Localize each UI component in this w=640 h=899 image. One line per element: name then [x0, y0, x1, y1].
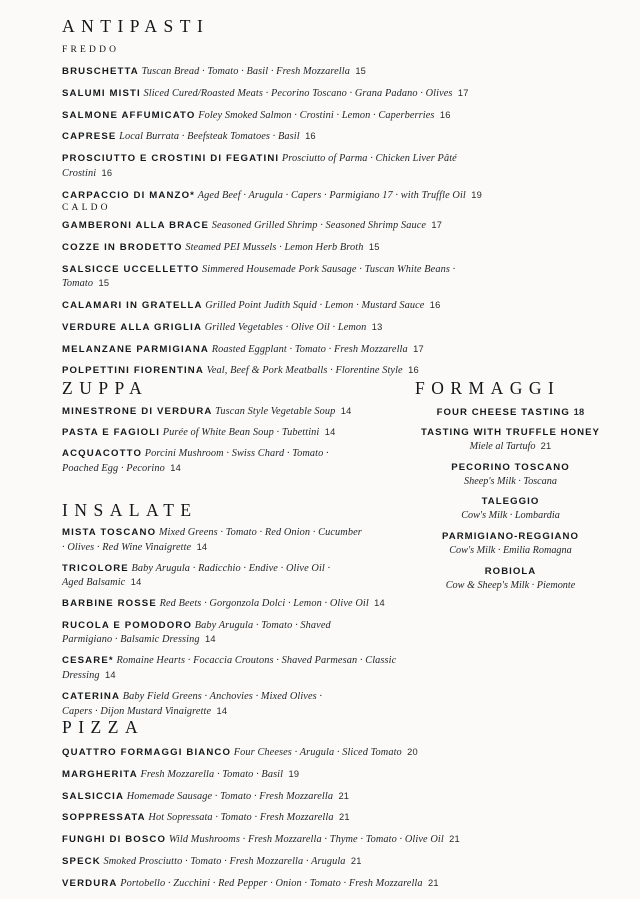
cheese-item — [398, 530, 623, 559]
section-title-insalate: INSALATE — [62, 500, 198, 520]
menu-item — [62, 690, 352, 719]
menu-item — [62, 263, 492, 292]
item-name: TRICOLORE — [62, 562, 129, 574]
item-price: 14 — [216, 705, 228, 716]
menu-item — [62, 877, 582, 892]
item-price: 19 — [288, 768, 300, 779]
item-price: 21 — [428, 877, 439, 888]
item-description: Wild Mushrooms · Fresh Mozzarella · Thyme · Tomato · Olive Oil — [168, 834, 444, 846]
cheese-item — [398, 406, 623, 420]
antipasti-freddo-list — [62, 65, 582, 210]
item-name: CESARE* — [62, 655, 114, 667]
item-name: MISTA TOSCANO — [62, 527, 157, 538]
section-title-zuppa: ZUPPA — [62, 378, 149, 398]
menu-item — [62, 152, 492, 181]
item-price: 15 — [355, 66, 367, 76]
item-name: QUATTRO FORMAGGI BIANCO — [62, 747, 232, 758]
insalate-list — [62, 526, 402, 726]
menu-item — [62, 405, 392, 420]
item-description: Smoked Prosciutto · Tomato · Fresh Mozzarella · Arugula — [103, 855, 346, 867]
item-price: 14 — [196, 541, 208, 552]
item-description: Fresh Mozzarella · Tomato · Basil — [140, 768, 284, 780]
menu-item — [62, 654, 402, 683]
item-name: GAMBERONI ALLA BRACE — [62, 220, 210, 231]
item-price: 19 — [471, 189, 482, 200]
item-description: Mixed Greens · Tomato · Red Onion · Cucumber · Olives · Red Wine Vinaigrette — [62, 527, 362, 553]
item-description: Seasoned Grilled Shrimp · Seasoned Shrimp Sauce — [211, 220, 427, 231]
menu-item — [62, 241, 492, 256]
item-name: COZZE IN BRODETTO — [62, 241, 183, 253]
menu-item — [62, 189, 492, 204]
item-price: 16 — [439, 109, 451, 120]
menu-item — [62, 526, 362, 555]
item-name: SOPPRESSATA — [62, 812, 146, 824]
menu-item — [62, 321, 492, 336]
menu-item — [62, 855, 582, 870]
item-price: 14 — [170, 462, 181, 473]
item-price: 17 — [457, 87, 469, 98]
item-name: BARBINE ROSSE — [62, 598, 157, 610]
item-description: Tuscan Bread · Tomato · Basil · Fresh Mozzarella — [141, 66, 350, 77]
item-name: CATERINA — [62, 690, 121, 702]
item-description: Baby Arugula · Radicchio · Endive · Olive Oil · Aged Balsamic — [62, 562, 331, 589]
cheese-name: TALEGGIO — [481, 496, 540, 508]
cheese-description: Cow's Milk · Lombardia — [461, 510, 560, 522]
item-description: Four Cheeses · Arugula · Sliced Tomato — [233, 747, 402, 758]
item-description: Aged Beef · Arugula · Capers · Parmigiano 17 · with Truffle Oil — [197, 189, 466, 201]
menu-item — [62, 619, 347, 648]
item-description: Grilled Point Judith Squid · Lemon · Mustard Sauce — [205, 300, 425, 311]
item-price: 21 — [350, 855, 362, 866]
item-name: PASTA E FAGIOLI — [62, 427, 161, 439]
section-title-antipasti: ANTIPASTI — [62, 16, 210, 36]
cheese-item — [398, 461, 623, 490]
cheese-item — [398, 565, 623, 594]
cheese-description: Cow & Sheep's Milk · Piemonte — [445, 579, 576, 591]
cheese-price: 18 — [573, 407, 585, 417]
item-description: Purée of White Bean Soup · Tubettini — [162, 427, 320, 439]
item-price: 17 — [431, 220, 443, 230]
antipasti-caldo-list — [62, 219, 582, 386]
item-price: 21 — [338, 812, 350, 823]
item-description: Homemade Sausage · Tomato · Fresh Mozzarella — [126, 790, 334, 802]
cheese-item — [398, 495, 623, 524]
menu-item — [62, 426, 392, 441]
item-description: Romaine Hearts · Focaccia Croutons · Shaved Parmesan · Classic Dressing — [62, 655, 397, 681]
item-name: SALMONE AFFUMICATO — [62, 109, 196, 121]
item-description: Hot Sopressata · Tomato · Fresh Mozzarella — [148, 812, 334, 824]
menu-item — [62, 219, 492, 234]
item-name: FUNGHI DI BOSCO — [62, 834, 167, 846]
subsection-title-caldo: CALDO — [62, 203, 111, 213]
item-description: Porcini Mushroom · Swiss Chard · Tomato · Poached Egg · Pecorino — [62, 448, 329, 474]
item-name: VERDURE ALLA GRIGLIA — [62, 321, 203, 333]
item-description: Simmered Housemade Pork Sausage · Tuscan White Beans · Tomato — [62, 263, 456, 290]
item-price: 21 — [449, 834, 460, 845]
cheese-name: PECORINO TOSCANO — [451, 461, 570, 473]
subsection-title-freddo: FREDDO — [62, 45, 120, 55]
item-name: RUCOLA E POMODORO — [62, 619, 193, 631]
item-price: 14 — [374, 598, 385, 609]
item-name: MINESTRONE DI VERDURA — [62, 406, 213, 417]
item-description: Steamed PEI Mussels · Lemon Herb Broth — [185, 241, 364, 253]
menu-item — [62, 811, 582, 826]
subsection-freddo-heading — [62, 46, 119, 56]
item-name: SALSICCE UCCELLETTO — [62, 263, 200, 275]
item-description: Sliced Cured/Roasted Meats · Pecorino Toscano · Grana Padano · Olives — [143, 87, 453, 99]
item-name: CAPRESE — [62, 131, 117, 143]
item-price: 14 — [324, 427, 336, 438]
item-name: BRUSCHETTA — [62, 66, 139, 77]
item-description: Roasted Eggplant · Tomato · Fresh Mozzarella — [211, 343, 408, 355]
item-name: CARPACCIO DI MANZO* — [62, 189, 196, 201]
cheese-description: Miele al Tartufo 21 — [469, 440, 552, 452]
pizza-list — [62, 746, 582, 899]
cheese-price: 21 — [540, 440, 552, 451]
item-name: SPECK — [62, 855, 101, 867]
item-price: 20 — [407, 747, 418, 757]
item-price: 14 — [340, 406, 352, 416]
menu-item — [62, 65, 492, 80]
zuppa-list — [62, 405, 392, 483]
menu-item — [62, 746, 582, 761]
cheese-description: Cow's Milk · Emilia Romagna — [449, 544, 572, 556]
item-description: Local Burrata · Beefsteak Tomatoes · Basil — [119, 131, 300, 143]
menu-item — [62, 343, 492, 358]
cheese-name: TASTING WITH TRUFFLE HONEY — [420, 426, 600, 438]
item-name: PROSCIUTTO E CROSTINI DI FEGATINI — [62, 153, 280, 165]
menu-item — [62, 597, 402, 612]
item-name: ACQUACOTTO — [62, 448, 143, 460]
item-description: Red Beets · Gorgonzola Dolci · Lemon · Olive Oil — [159, 598, 369, 610]
item-description: Foley Smoked Salmon · Crostini · Lemon · Caperberries — [198, 109, 435, 121]
item-price: 16 — [429, 300, 441, 310]
item-description: Veal, Beef & Pork Meatballs · Florentine Style — [206, 365, 403, 377]
item-name: POLPETTINI FIORENTINA — [62, 365, 204, 377]
menu-item — [62, 130, 492, 145]
item-description: Baby Arugula · Tomato · Shaved Parmigiano · Balsamic Dressing — [62, 619, 331, 646]
cheese-name: FOUR CHEESE TASTING 18 — [436, 407, 585, 418]
menu-item — [62, 562, 342, 591]
item-price: 15 — [98, 278, 110, 289]
subsection-caldo-heading — [62, 204, 111, 214]
item-description: Grilled Vegetables · Olive Oil · Lemon — [204, 321, 367, 333]
menu-item — [62, 87, 492, 102]
section-insalate — [62, 502, 198, 520]
section-formaggi — [415, 380, 560, 398]
cheese-description: Sheep's Milk · Toscana — [464, 475, 557, 487]
section-title-pizza: PIZZA — [62, 717, 145, 737]
item-price: 13 — [371, 321, 383, 332]
menu-item — [62, 109, 492, 124]
cheese-name: ROBIOLA — [484, 565, 537, 577]
item-price: 14 — [130, 577, 142, 588]
item-price: 16 — [101, 167, 113, 178]
item-price: 21 — [338, 790, 350, 801]
item-price: 14 — [104, 669, 116, 680]
item-description: Baby Field Greens · Anchovies · Mixed Olives · Capers · Dijon Mustard Vinaigrette — [62, 690, 323, 717]
item-description: Portobello · Zucchini · Red Pepper · Onion · Tomato · Fresh Mozzarella — [120, 877, 423, 889]
section-antipasti — [62, 18, 209, 36]
item-description: Tuscan Style Vegetable Soup — [215, 406, 336, 417]
item-price: 17 — [413, 343, 424, 354]
item-name: SALSICCIA — [62, 790, 125, 802]
item-name: MELANZANE PARMIGIANA — [62, 343, 210, 355]
menu-item — [62, 364, 492, 379]
section-title-formaggi: FORMAGGI — [415, 378, 561, 398]
formaggi-list — [398, 406, 623, 599]
item-price: 14 — [204, 634, 216, 645]
item-name: MARGHERITA — [62, 768, 138, 780]
item-name: VERDURA — [62, 877, 118, 889]
cheese-item — [398, 426, 623, 455]
menu-item — [62, 833, 582, 848]
item-name: SALUMI MISTI — [62, 87, 141, 99]
menu-item — [62, 299, 492, 314]
item-price: 15 — [368, 241, 380, 252]
section-pizza — [62, 719, 144, 737]
menu-item — [62, 447, 362, 476]
item-description: Prosciutto of Parma · Chicken Liver Pâté Crostini — [62, 153, 457, 179]
section-zuppa — [62, 380, 148, 398]
item-name: CALAMARI IN GRATELLA — [62, 300, 203, 311]
cheese-name: PARMIGIANO-REGGIANO — [441, 530, 580, 542]
menu-item — [62, 768, 582, 783]
item-price: 16 — [408, 365, 419, 376]
item-price: 16 — [305, 131, 316, 142]
menu-item — [62, 790, 582, 805]
